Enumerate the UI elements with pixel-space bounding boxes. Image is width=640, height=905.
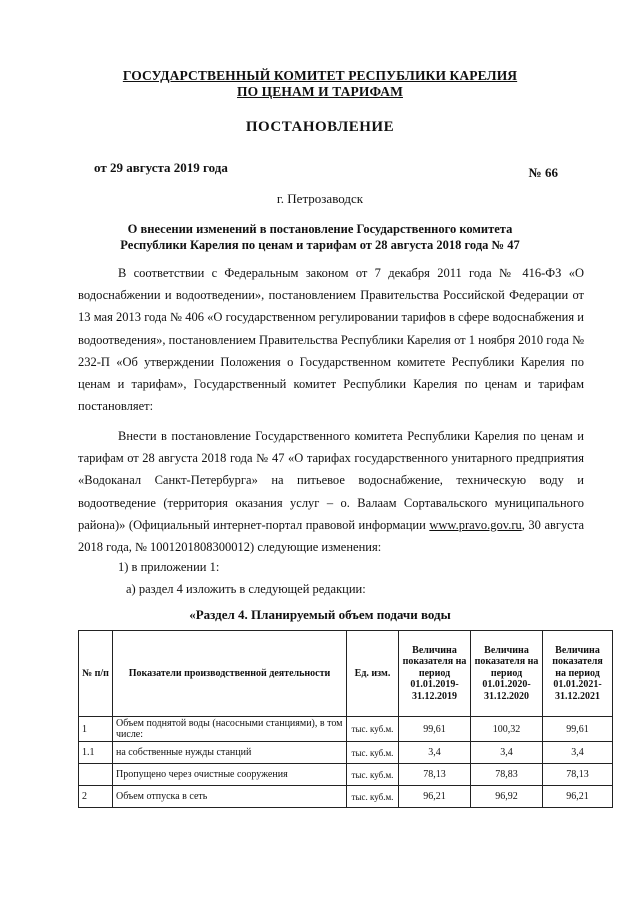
row-value-2019: 78,13	[399, 764, 471, 786]
row-name: Объем отпуска в сеть	[113, 786, 347, 808]
amendment-text-tail: , 30 августа 2018 года, № 1001201808300012) следующие изменения:	[78, 517, 584, 555]
pravo-link[interactable]: www.pravo.gov.ru	[429, 517, 522, 532]
header-period-2021: Величина показателя на период 01.01.2021-31.12.2021	[543, 631, 613, 717]
row-value-2020: 78,83	[471, 764, 543, 786]
item-1a: а) раздел 4 изложить в следующей редакции:	[126, 582, 366, 596]
row-unit: тыс. куб.м.	[347, 786, 399, 808]
row-num	[79, 764, 113, 786]
header-indicator: Показатели производственной деятельности	[113, 631, 347, 717]
subject-line1: О внесении изменений в постановление Государственного комитета	[127, 222, 513, 236]
amendment-text: Внести в постановление Государственного комитета Республики Карелия по ценам и тарифам от 28 августа 2018 года № 47 «О тарифах государственного унитарного предприятия «Водоканал Санкт-Петербурга» на питьевое водоснабжение, техническую воду и водоотведение (территория оказания услуг – о. Валаам Сортавальского муниципального района)» (Официальный интернет-портал правовой информации	[78, 429, 584, 532]
table-row	[79, 786, 613, 808]
table-row	[79, 764, 613, 786]
document-city: г. Петрозаводск	[276, 191, 364, 206]
row-value-2019: 99,61	[399, 717, 471, 742]
row-value-2019: 3,4	[399, 742, 471, 764]
row-num: 1	[79, 717, 113, 742]
row-num: 2	[79, 786, 113, 808]
subject-line2: Республики Карелия по ценам и тарифам от 28 августа 2018 года № 47	[120, 238, 520, 252]
row-value-2020: 100,32	[471, 717, 543, 742]
row-unit: тыс. куб.м.	[347, 742, 399, 764]
row-value-2020: 96,92	[471, 786, 543, 808]
table-row	[79, 742, 613, 764]
row-num: 1.1	[79, 742, 113, 764]
row-name: Пропущено через очистные сооружения	[113, 764, 347, 786]
header-unit: Ед. изм.	[347, 631, 399, 717]
row-unit: тыс. куб.м.	[347, 717, 399, 742]
table-row	[79, 717, 613, 742]
item-1: 1) в приложении 1:	[118, 560, 220, 574]
row-value-2021: 3,4	[543, 742, 613, 764]
section-title: «Раздел 4. Планируемый объем подачи воды	[189, 607, 451, 622]
document-number: № 66	[528, 165, 558, 180]
row-value-2020: 3,4	[471, 742, 543, 764]
header-period-2020: Величина показателя на период 01.01.2020-31.12.2020	[471, 631, 543, 717]
row-value-2021: 78,13	[543, 764, 613, 786]
header-period-2019: Величина показателя на период 01.01.2019-31.12.2019	[399, 631, 471, 717]
document-date: от 29 августа 2019 года	[94, 160, 228, 175]
row-value-2019: 96,21	[399, 786, 471, 808]
row-name: Объем поднятой воды (насосными станциями), в том числе:	[113, 717, 347, 742]
row-name: на собственные нужды станций	[113, 742, 347, 764]
header-num: № п/п	[79, 631, 113, 717]
row-value-2021: 99,61	[543, 717, 613, 742]
row-value-2021: 96,21	[543, 786, 613, 808]
row-unit: тыс. куб.м.	[347, 764, 399, 786]
preamble-paragraph: В соответствии с Федеральным законом от 7 декабря 2011 года № 416-ФЗ «О водоснабжении и водоотведении», постановлением Правительства Российской Федерации от 13 мая 2013 года № 406 «О государственном регулировании тарифов в сфере водоснабжения и водоотведения», постановлением Правительства Республики Карелия от 1 ноября 2010 года № 232-П «Об утверждении Положения о Государственном комитете Республики Карелия по ценам и тарифам», Государственный комитет Республики Карелия по ценам и тарифам постановляет:	[78, 266, 584, 414]
document-type-title: ПОСТАНОВЛЕНИЕ	[245, 119, 395, 135]
water-volume-table	[78, 630, 613, 808]
amendment-paragraph	[78, 425, 584, 558]
org-name-line1: ГОСУДАРСТВЕННЫЙ КОМИТЕТ РЕСПУБЛИКИ КАРЕЛИЯ	[122, 68, 518, 83]
org-name-line2: ПО ЦЕНАМ И ТАРИФАМ	[237, 84, 403, 99]
table-header-row	[79, 631, 613, 717]
